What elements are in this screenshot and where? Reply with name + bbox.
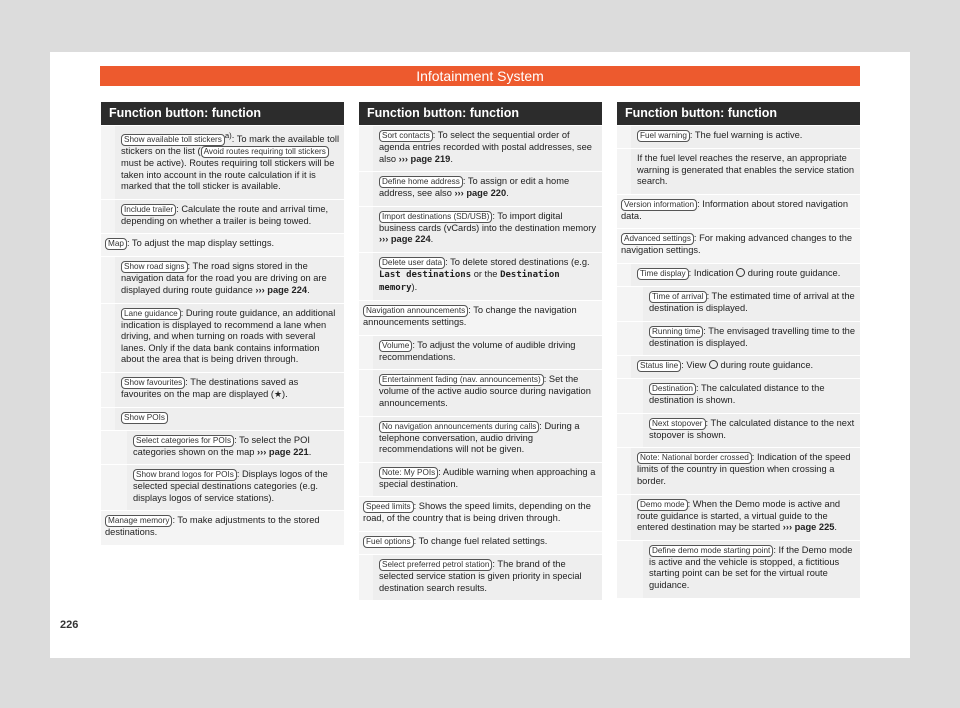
table-row [101, 407, 344, 430]
function-button: Include trailer [121, 204, 176, 216]
row-text: : The calculated distance to the destination is shown. [649, 383, 825, 406]
function-button: Delete user data [379, 257, 445, 269]
function-button: Speed limits [363, 501, 414, 513]
table-row [101, 233, 344, 256]
page-reference: ››› page 225 [782, 522, 835, 533]
row-text: : To make adjustments to the stored destinations. [105, 515, 320, 538]
row-text-tail: during route guidance. [717, 360, 814, 371]
row-text-tail: . [308, 446, 312, 457]
function-button: Manage memory [105, 515, 172, 527]
page-reference: ››› page 221 [257, 446, 309, 457]
table-row [359, 171, 602, 206]
row-text: If the fuel level reaches the reserve, an appropriate warning is generated that enables the service station search. [637, 153, 855, 187]
function-button: Show road signs [121, 261, 188, 273]
table-row [617, 321, 860, 356]
table-row [359, 496, 602, 531]
row-text: : For making advanced changes to the navigation settings. [621, 233, 853, 256]
row-text: : Information about stored navigation data. [621, 198, 849, 221]
compass-icon [709, 360, 718, 369]
column-heading: Function button: function [359, 102, 602, 125]
row-text-tail: during route guidance. [745, 267, 841, 278]
row-text: : To select the POI categories shown on the map [133, 434, 310, 457]
row-text: : Calculate the route and arrival time, depending on whether a trailer is being towed. [121, 203, 329, 226]
row-text-tail: ). [282, 389, 288, 400]
table-row [101, 464, 344, 510]
row-text: : To change the navigation announcements settings. [363, 305, 577, 328]
table-row [617, 228, 860, 263]
function-button: Note: My POIs [379, 467, 438, 479]
row-text: : When the Demo mode is active and route guidance is started, a virtual guide to the entered destination may be started [637, 498, 841, 533]
page-reference: ››› page 219 [398, 153, 451, 164]
function-button: Import destinations (SD/USB) [379, 211, 492, 223]
row-text: : To change fuel related settings. [413, 535, 548, 546]
table-row [359, 206, 602, 252]
row-text-tail: . [506, 188, 509, 199]
table-row [359, 369, 602, 415]
footnote-marker: a) [224, 131, 232, 140]
table-row [617, 286, 860, 321]
row-text: : The brand of the selected service station is given priority in special destination search results. [379, 558, 582, 593]
clock-icon [736, 268, 745, 277]
row-text-mid: or the [471, 268, 501, 279]
function-button: No navigation announcements during calls [379, 421, 539, 433]
row-text: : The calculated distance to the next stopover is shown. [649, 417, 855, 440]
row-text: : During route guidance, an additional indication is displayed to recommend a lane when driving, and when turning on roads with several lanes. Only if the data bank contains information about the area that is being driven through. [121, 307, 336, 365]
table-row [359, 125, 602, 171]
row-text-tail: . [430, 234, 434, 245]
table-row [617, 413, 860, 448]
function-button: Map [105, 238, 127, 250]
function-button: Note: National border crossed [637, 452, 752, 464]
row-text: : During a telephone conversation, audio driving recommendations will not be given. [379, 420, 580, 455]
page-reference: ››› page 224 [379, 234, 431, 245]
star-icon: ★ [273, 389, 283, 400]
function-button: Show POIs [121, 412, 168, 424]
table-column-2 [359, 102, 602, 600]
table-row [101, 125, 344, 199]
column-heading: Function button: function [617, 102, 860, 125]
table-row [617, 148, 860, 194]
row-text: : To import digital business cards (vCards) into the destination memory [379, 210, 597, 233]
table-row [359, 300, 602, 335]
function-button: Demo mode [637, 499, 688, 511]
row-text-tail: ). [411, 281, 418, 292]
row-text: : Displays logos of the selected special destinations categories (e.g. displays logos of service stations). [133, 469, 328, 503]
table-row [617, 355, 860, 378]
function-button: Show brand logos for POIs [133, 469, 237, 481]
row-text: : To delete stored destinations (e.g. [445, 256, 590, 267]
function-button: Volume [379, 340, 412, 352]
function-button: Advanced settings [621, 233, 694, 245]
function-button: Next stopover [649, 418, 706, 430]
table-row [617, 540, 860, 598]
function-button: Define home address [379, 176, 463, 188]
row-text-tail: . [450, 153, 453, 164]
table-row [101, 199, 344, 234]
table-row [617, 378, 860, 413]
row-text-tail: . [834, 522, 838, 533]
table-row [101, 372, 344, 407]
row-text: must be active). Routes requiring toll stickers will be taken into account in the route calculation if it is marked that the toll sticker is available. [121, 158, 335, 192]
table-row [617, 194, 860, 229]
row-text: : View [681, 360, 709, 371]
row-text: : To adjust the map display settings. [126, 238, 275, 249]
function-button: Sort contacts [379, 130, 433, 142]
table-row [101, 510, 344, 545]
table-row [359, 252, 602, 300]
table-row [101, 303, 344, 372]
row-text: : Indication of the speed limits of the country in question when crossing a border. [637, 452, 851, 486]
row-text: : To mark the available toll stickers on the list ( [121, 134, 340, 157]
function-button: Avoid routes requiring toll stickers [201, 146, 329, 158]
table-row [617, 494, 860, 540]
function-button: Fuel options [363, 536, 414, 548]
function-button: Show available toll stickers [121, 134, 225, 146]
table-row [359, 531, 602, 554]
row-text: : To assign or edit a home address, see also [379, 176, 570, 199]
row-text: : Audible warning when approaching a special destination. [379, 466, 596, 489]
table-row [617, 125, 860, 148]
function-button: Select preferred petrol station [379, 559, 492, 571]
function-button: Time display [637, 268, 689, 280]
table-row [617, 263, 860, 286]
table-row [617, 447, 860, 493]
function-button: Define demo mode starting point [649, 545, 773, 557]
row-text: : Set the volume of the active audio source during navigation announcements. [379, 374, 591, 408]
table-row [101, 430, 344, 465]
function-button: Select categories for POIs [133, 435, 234, 447]
function-button: Status line [637, 360, 681, 372]
function-button: Show favourites [121, 377, 185, 389]
page-header: Infotainment System [100, 66, 860, 86]
function-button: Fuel warning [637, 130, 690, 142]
function-button: Navigation announcements [363, 305, 468, 317]
row-text: : To adjust the volume of audible driving recommendations. [379, 339, 576, 362]
row-text: : The envisaged travelling time to the destination is displayed. [649, 325, 856, 348]
function-button: Lane guidance [121, 308, 181, 320]
row-text: : The fuel warning is active. [689, 130, 803, 140]
row-text: : To select the sequential order of agenda entries recorded with postal addresses, see also [379, 130, 592, 164]
row-text: : Shows the speed limits, depending on the road, of the country that is being driven through. [363, 501, 591, 524]
row-text: : The road signs stored in the navigation data for the road you are driving on are displayed during route guidance [121, 261, 327, 296]
row-text: : If the Demo mode is active and the vehicle is stopped, a fictitious starting point can be set for the virtual route guidance. [649, 544, 853, 590]
menu-term: Destination memory [379, 269, 560, 293]
row-text: : Indication [688, 267, 737, 278]
row-text: : The destinations saved as favourites on the map are displayed ( [121, 377, 299, 400]
function-button: Time of arrival [649, 291, 707, 303]
page-reference: ››› page 220 [454, 188, 507, 199]
table-row [359, 416, 602, 462]
row-text: : The estimated time of arrival at the destination is displayed. [649, 290, 855, 313]
function-button: Destination [649, 383, 696, 395]
page-number: 226 [60, 619, 79, 631]
table-row [359, 335, 602, 370]
function-button: Entertainment fading (nav. announcements) [379, 374, 544, 386]
table-column-3 [617, 102, 860, 598]
table-column-1 [101, 102, 344, 545]
function-button: Running time [649, 326, 703, 338]
page-reference: ››› page 224 [255, 285, 308, 296]
table-row [101, 256, 344, 302]
row-text-tail: . [307, 285, 310, 296]
table-row [359, 554, 602, 600]
menu-term: Last destinations [379, 269, 472, 280]
table-row [359, 462, 602, 497]
column-heading: Function button: function [101, 102, 344, 125]
function-button: Version information [621, 199, 697, 211]
